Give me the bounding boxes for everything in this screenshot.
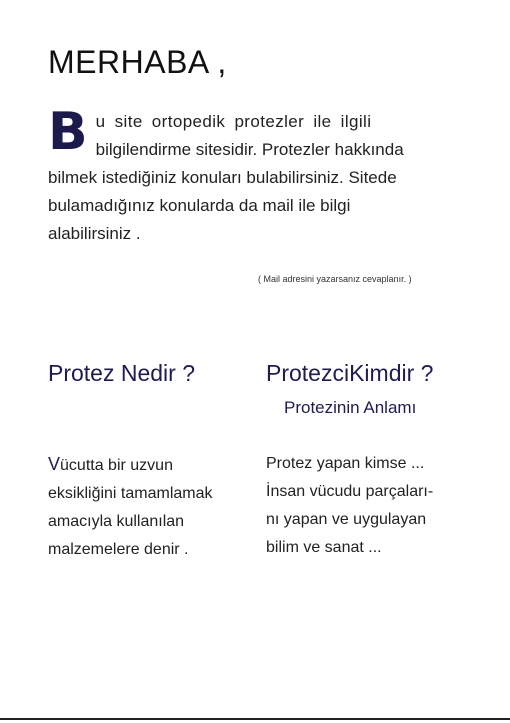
protezin-anlami-subtitle: Protezinin Anlamı bbox=[284, 398, 417, 417]
page-title: MERHABA , bbox=[48, 44, 227, 80]
text-line: amacıyla kullanılan bbox=[48, 513, 185, 530]
intro-line: u site ortopedik protezler ile ilgili bbox=[95, 112, 372, 131]
protez-nedir-text bbox=[48, 450, 248, 564]
intro-line: bilmek istediğiniz konuları bulabilirsiniz. Sitede bbox=[48, 168, 397, 187]
protez-nedir-title: Protez Nedir ? bbox=[48, 360, 196, 386]
text-line: bilim ve sanat ... bbox=[266, 539, 382, 556]
text-line: malzemelere denir . bbox=[48, 541, 189, 558]
text-line: eksikliğini tamamlamak bbox=[48, 485, 213, 502]
intro-line: bulamadığınız konularda da mail ile bilgi bbox=[48, 196, 351, 215]
mail-note: ( Mail adresini yazarsanız cevaplanır. ) bbox=[258, 274, 412, 284]
text-line: nı yapan ve uygulayan bbox=[266, 511, 427, 528]
text-line-rest: ücutta bir uzvun bbox=[60, 457, 173, 474]
intro-line: bilgilendirme sitesidir. Protezler hakkında bbox=[95, 140, 404, 159]
bottom-divider bbox=[0, 718, 510, 720]
drop-cap: B bbox=[48, 102, 88, 162]
intro-line: alabilirsiniz . bbox=[48, 224, 141, 243]
intro-paragraph bbox=[48, 102, 448, 248]
text-line bbox=[48, 450, 248, 480]
text-line: İnsan vücudu parçaları- bbox=[266, 483, 434, 500]
protezci-kimdir-title: ProtezciKimdir ? bbox=[266, 360, 434, 386]
protezci-kimdir-text bbox=[266, 450, 476, 562]
text-line: Protez yapan kimse ... bbox=[266, 455, 425, 472]
first-letter: V bbox=[48, 454, 61, 474]
